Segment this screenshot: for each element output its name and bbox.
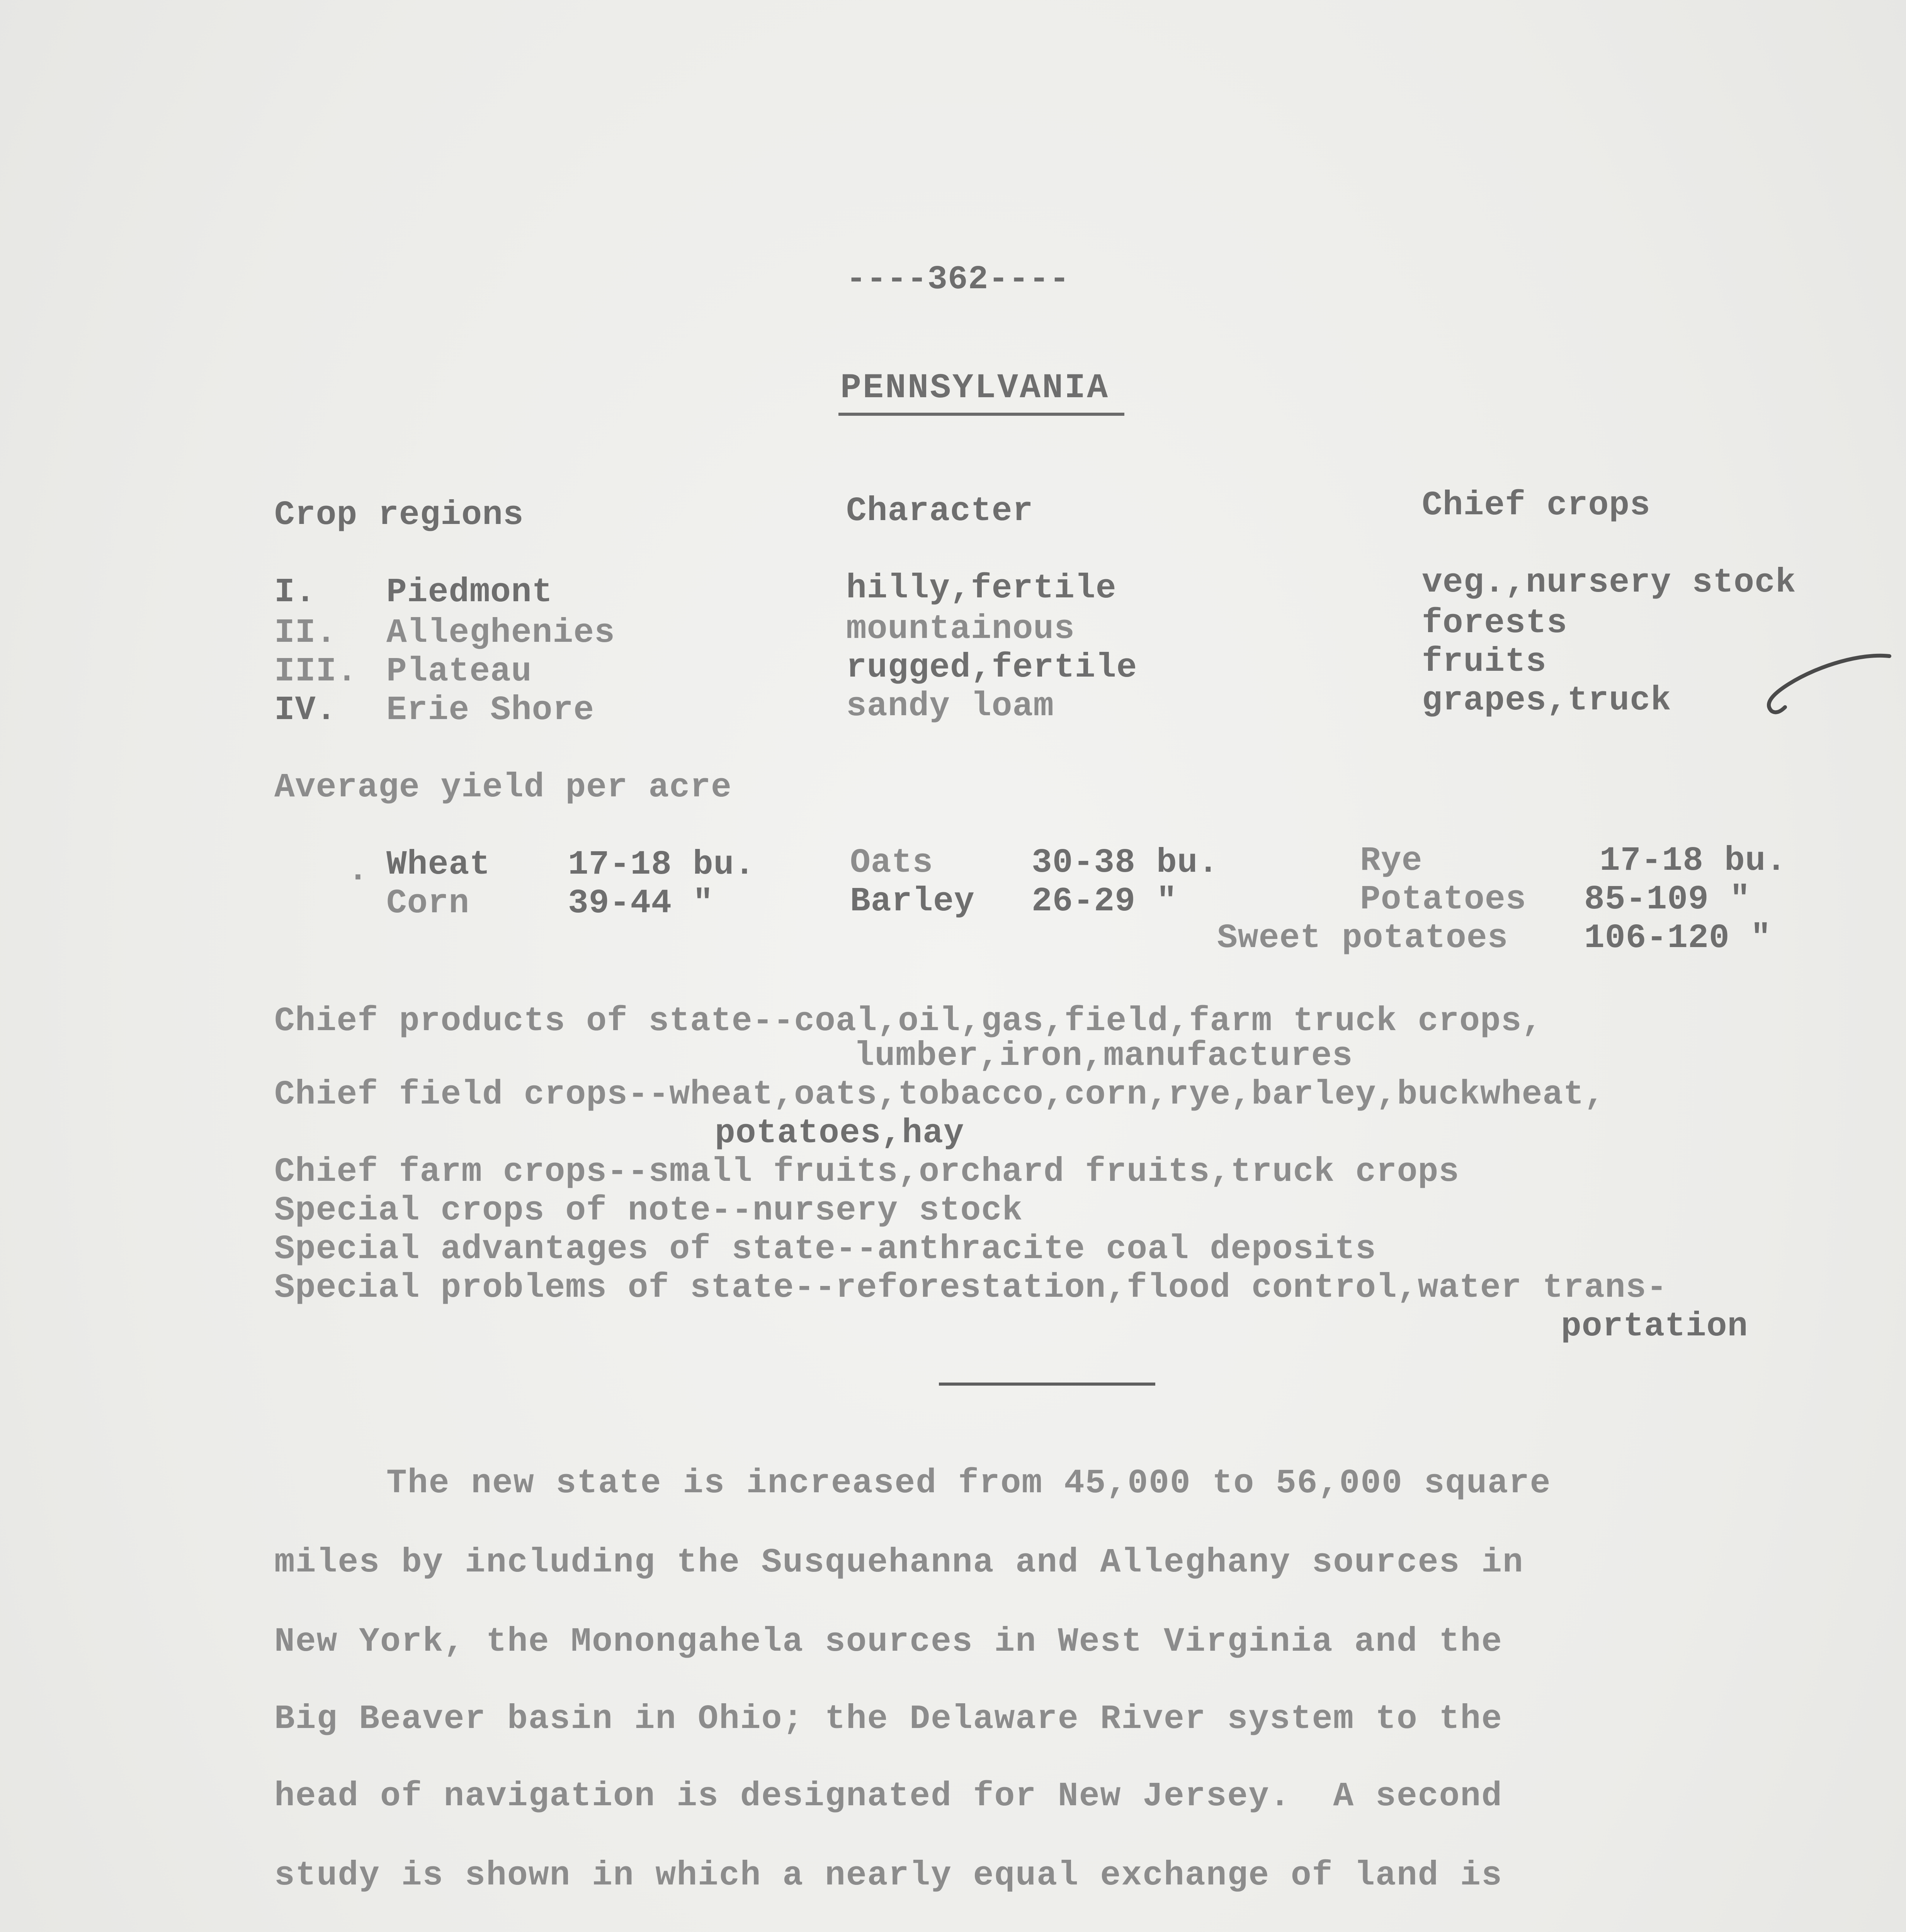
yield-crop: Potatoes bbox=[1360, 881, 1527, 919]
row-crops: fruits bbox=[1422, 643, 1547, 681]
paragraph-line: miles by including the Susquehanna and Alleghany sources in bbox=[274, 1544, 1524, 1582]
paragraph-line: New York, the Monongahela sources in West Virginia and the bbox=[274, 1623, 1503, 1661]
row-number: IV. bbox=[274, 691, 337, 730]
row-character: hilly,fertile bbox=[846, 570, 1117, 608]
yield-value: 30-38 bu. bbox=[1032, 844, 1219, 882]
yield-value: 106-120 " bbox=[1584, 919, 1772, 957]
page-number: ----362---- bbox=[846, 260, 1070, 298]
row-region: Erie Shore bbox=[386, 691, 595, 730]
yield-bullet: . bbox=[348, 852, 369, 890]
page-title: PENNSYLVANIA bbox=[840, 369, 1110, 408]
yield-crop: Barley bbox=[850, 883, 975, 921]
row-crops: veg.,nursery stock bbox=[1422, 564, 1796, 602]
special-problems-continuation: portation bbox=[1561, 1308, 1748, 1346]
paragraph-line: head of navigation is designated for New Jersey. A second bbox=[274, 1777, 1503, 1816]
row-number: III. bbox=[274, 653, 358, 691]
row-number: I. bbox=[274, 573, 316, 612]
yield-crop: Wheat bbox=[386, 846, 491, 884]
yield-crop: Rye bbox=[1360, 842, 1423, 880]
check-mark-icon bbox=[1762, 641, 1893, 719]
paragraph-line: The new state is increased from 45,000 to 56,000 square bbox=[386, 1464, 1551, 1503]
row-character: mountainous bbox=[846, 610, 1075, 648]
chief-products-continuation: lumber,iron,manufactures bbox=[854, 1037, 1353, 1075]
yield-value: 17-18 bu. bbox=[568, 846, 755, 884]
special-advantages-line: Special advantages of state--anthracite coal deposits bbox=[274, 1230, 1376, 1269]
yield-crop: Sweet potatoes bbox=[1217, 919, 1508, 957]
header-character: Character bbox=[846, 492, 1034, 531]
section-divider bbox=[939, 1383, 1155, 1386]
yield-crop: Oats bbox=[850, 844, 933, 882]
row-crops: grapes,truck bbox=[1422, 682, 1671, 720]
yield-value: 85-109 " bbox=[1584, 881, 1751, 919]
row-region: Piedmont bbox=[386, 573, 553, 612]
header-crop-regions: Crop regions bbox=[274, 496, 524, 534]
yield-value: 17-18 bu. bbox=[1600, 842, 1787, 880]
row-region: Plateau bbox=[386, 653, 532, 691]
yield-value: 39-44 " bbox=[568, 884, 714, 923]
row-character: sandy loam bbox=[846, 687, 1054, 726]
row-number: II. bbox=[274, 614, 337, 652]
header-chief-crops: Chief crops bbox=[1422, 486, 1651, 525]
title-underline bbox=[838, 413, 1124, 416]
row-crops: forests bbox=[1422, 604, 1568, 643]
special-crops-line: Special crops of note--nursery stock bbox=[274, 1192, 1023, 1230]
yield-value: 26-29 " bbox=[1032, 883, 1177, 921]
row-character: rugged,fertile bbox=[846, 649, 1137, 687]
chief-field-crops-line: Chief field crops--wheat,oats,tobacco,corn,rye,barley,buckwheat, bbox=[274, 1076, 1605, 1114]
yield-crop: Corn bbox=[386, 884, 470, 923]
chief-field-crops-continuation: potatoes,hay bbox=[715, 1114, 964, 1153]
paragraph-line: Big Beaver basin in Ohio; the Delaware River system to the bbox=[274, 1700, 1503, 1738]
special-problems-line: Special problems of state--reforestation,flood control,water trans- bbox=[274, 1269, 1668, 1307]
row-region: Alleghenies bbox=[386, 614, 615, 652]
paragraph-line: study is shown in which a nearly equal exchange of land is bbox=[274, 1857, 1503, 1895]
yield-heading: Average yield per acre bbox=[274, 769, 732, 807]
chief-farm-crops-line: Chief farm crops--small fruits,orchard fruits,truck crops bbox=[274, 1153, 1460, 1191]
chief-products-line: Chief products of state--coal,oil,gas,field,farm truck crops, bbox=[274, 1002, 1543, 1041]
